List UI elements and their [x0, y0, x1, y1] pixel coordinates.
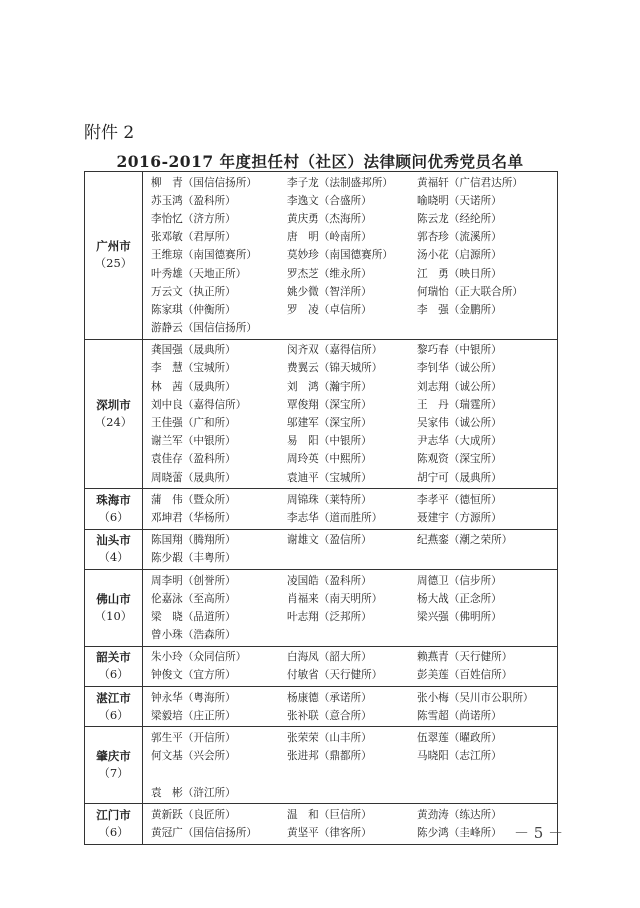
city-cell — [85, 687, 143, 727]
member-entry: 易 阳（中银所） — [287, 435, 372, 448]
member-entry: 江 勇（映日所） — [417, 267, 502, 280]
city-cell — [85, 804, 143, 844]
member-entry: 王维琼（南国德赛所） — [151, 249, 257, 262]
member-entry: 周德卫（信步所） — [417, 574, 502, 587]
city-count: （7） — [98, 766, 129, 781]
member-entry: 喻晓明（天诺所） — [417, 194, 502, 207]
city-name: 广州市 — [96, 239, 131, 254]
member-entry: 王佳强（广和所） — [151, 417, 236, 430]
name-row — [151, 341, 557, 359]
name-row — [151, 377, 557, 395]
member-entry: 叶秀雄（天地正所） — [151, 267, 247, 280]
member-entry: 苏玉鸿（盈科所） — [151, 194, 236, 207]
name-row — [151, 173, 557, 191]
name-row — [151, 805, 557, 823]
member-entry: 彭美莲（百姓信所） — [417, 669, 513, 682]
member-entry: 曾小珠（浩森所） — [151, 629, 236, 642]
city-group-row — [85, 646, 558, 686]
city-name: 珠海市 — [96, 492, 131, 507]
member-entry: 杨大战（正念所） — [417, 592, 502, 605]
member-entry: 莫妙珍（南国德赛所） — [287, 249, 393, 262]
member-entry: 梁 晓（品道所） — [151, 610, 236, 623]
member-entry: 付敏省（天行健所） — [287, 669, 383, 682]
member-entry: 吴家伟（诚公所） — [417, 417, 502, 430]
member-entry: 林 茜（晟典所） — [151, 380, 236, 393]
member-entry: 赖燕青（天行健所） — [417, 651, 513, 664]
member-entry: 闵齐双（嘉得信所） — [287, 344, 383, 357]
city-cell — [85, 646, 143, 686]
city-name: 湛江市 — [96, 690, 131, 705]
member-entry: 游静云（国信信扬所） — [151, 322, 257, 335]
names-cell — [143, 727, 558, 804]
member-entry: 梁兴强（佛明所） — [417, 610, 502, 623]
name-row — [151, 319, 557, 337]
names-cell — [143, 339, 558, 489]
member-entry: 李孝平（德恒所） — [417, 493, 502, 506]
name-row — [151, 747, 557, 765]
member-entry: 纪燕銮（潮之荣所） — [417, 534, 513, 547]
member-entry: 罗杰芝（维永所） — [287, 267, 372, 280]
name-row — [151, 191, 557, 209]
city-cell — [85, 339, 143, 489]
city-name: 深圳市 — [96, 397, 131, 412]
member-entry: 张荣荣（山丰所） — [287, 732, 372, 745]
member-entry: 马晓阳（志江所） — [417, 750, 502, 763]
city-name: 韶关市 — [96, 650, 131, 665]
member-entry: 梁毅培（庄正所） — [151, 709, 236, 722]
member-entry: 汤小花（启源所） — [417, 249, 502, 262]
member-entry: 黄坚平（律客所） — [287, 826, 372, 839]
member-entry: 袁佳存（盈科所） — [151, 453, 236, 466]
city-group-row — [85, 727, 558, 804]
member-entry: 李逸文（合盛所） — [287, 194, 372, 207]
member-entry: 伍翠莲（曜政所） — [417, 732, 502, 745]
member-entry: 张补联（意合所） — [287, 709, 372, 722]
member-entry: 温 和（巨信所） — [287, 808, 372, 821]
name-row — [151, 589, 557, 607]
names-cell — [143, 804, 558, 844]
name-row — [151, 468, 557, 486]
city-name: 肇庆市 — [96, 749, 131, 764]
name-row — [151, 300, 557, 318]
member-entry: 何文基（兴会所） — [151, 750, 236, 763]
member-entry: 张小梅（吴川市公职所） — [417, 691, 534, 704]
member-entry: 何瑞怡（正大联合所） — [417, 285, 523, 298]
member-entry: 陈国翔（腾翔所） — [151, 534, 236, 547]
member-entry: 黄庆勇（杰海所） — [287, 212, 372, 225]
member-entry: 钟俊文（宜方所） — [151, 669, 236, 682]
member-entry: 周玲英（中熙所） — [287, 453, 372, 466]
city-name: 江门市 — [96, 807, 131, 822]
name-row — [151, 490, 557, 508]
name-row — [151, 228, 557, 246]
page-number: － 5 － — [514, 824, 564, 842]
roster-table — [84, 171, 558, 845]
member-entry: 覃俊翔（深宝所） — [287, 398, 372, 411]
city-count: （6） — [98, 707, 129, 722]
member-entry: 聂建宇（方源所） — [417, 511, 502, 524]
name-row — [151, 688, 557, 706]
member-entry: 尹志华（大成所） — [417, 435, 502, 448]
member-entry: 朱小玲（众同信所） — [151, 651, 247, 664]
member-entry: 肖福来（南天明所） — [287, 592, 383, 605]
city-group-row — [85, 489, 558, 529]
name-row — [151, 549, 557, 567]
city-group-row — [85, 687, 558, 727]
names-cell — [143, 646, 558, 686]
name-row — [151, 648, 557, 666]
member-entry: 姚少微（智洋所） — [287, 285, 372, 298]
member-entry: 李怡忆（济方所） — [151, 212, 236, 225]
member-entry: 郭生平（开信所） — [151, 732, 236, 745]
name-row — [151, 783, 557, 801]
city-cell — [85, 489, 143, 529]
name-row — [151, 282, 557, 300]
member-entry: 谢雄文（盈信所） — [287, 534, 372, 547]
member-entry: 黄福轩（广信君达所） — [417, 176, 523, 189]
member-entry: 杨康德（承诺所） — [287, 691, 372, 704]
member-entry: 龚国强（晟典所） — [151, 344, 236, 357]
member-entry: 袁迪平（宝城所） — [287, 471, 372, 484]
name-row — [151, 246, 557, 264]
member-entry: 谢兰军（中银所） — [151, 435, 236, 448]
city-group-row — [85, 339, 558, 489]
name-row — [151, 765, 557, 783]
names-cell — [143, 529, 558, 569]
member-entry: 李钊华（诚公所） — [417, 362, 502, 375]
name-row — [151, 706, 557, 724]
member-entry: 胡宁可（晟典所） — [417, 471, 502, 484]
member-entry: 邓坤君（华杨所） — [151, 511, 236, 524]
city-cell — [85, 727, 143, 804]
member-entry: 李 强（金鹏所） — [417, 303, 502, 316]
name-row — [151, 432, 557, 450]
city-group-row — [85, 529, 558, 569]
member-entry: 黎巧春（中银所） — [417, 344, 502, 357]
member-entry: 邬建军（深宝所） — [287, 417, 372, 430]
member-entry: 叶志翔（泛邦所） — [287, 610, 372, 623]
city-count: （6） — [98, 509, 129, 524]
name-row — [151, 823, 557, 841]
name-row — [151, 626, 557, 644]
member-entry: 李志华（道而胜所） — [287, 511, 383, 524]
member-entry: 王 丹（瑞霆所） — [417, 398, 502, 411]
name-row — [151, 508, 557, 526]
member-entry: 唐 明（岭南所） — [287, 231, 372, 244]
member-entry: 黄劲涛（练达所） — [417, 808, 502, 821]
city-count: （10） — [94, 608, 133, 623]
member-entry: 费翼云（锦天城所） — [287, 362, 383, 375]
member-entry: 黄新跃（良匠所） — [151, 808, 236, 821]
member-entry: 刘志翔（诚公所） — [417, 380, 502, 393]
name-row — [151, 571, 557, 589]
city-group-row — [85, 172, 558, 340]
member-entry: 罗 凌（卓信所） — [287, 303, 372, 316]
city-group-row — [85, 804, 558, 844]
names-cell — [143, 172, 558, 340]
name-row — [151, 666, 557, 684]
member-entry: 陈观资（深宝所） — [417, 453, 502, 466]
name-row — [151, 607, 557, 625]
member-entry: 郭杏珍（流溪所） — [417, 231, 502, 244]
city-count: （6） — [98, 824, 129, 839]
name-row — [151, 395, 557, 413]
name-row — [151, 413, 557, 431]
names-cell — [143, 687, 558, 727]
member-entry: 钟永华（粤海所） — [151, 691, 236, 704]
member-entry: 陈云龙（经纶所） — [417, 212, 502, 225]
name-row — [151, 359, 557, 377]
names-cell — [143, 489, 558, 529]
city-group-row — [85, 569, 558, 646]
member-entry: 白海凤（韶大所） — [287, 651, 372, 664]
name-row — [151, 531, 557, 549]
city-cell — [85, 569, 143, 646]
member-entry: 伦嘉泳（至高所） — [151, 592, 236, 605]
city-cell — [85, 172, 143, 340]
member-entry: 袁 彬（浒江所） — [151, 786, 236, 799]
member-entry: 李子龙（法制盛邦所） — [287, 176, 393, 189]
member-entry: 黄冠广（国信信扬所） — [151, 826, 257, 839]
city-name: 佛山市 — [96, 591, 131, 606]
name-row — [151, 264, 557, 282]
member-entry: 蒲 伟（暨众所） — [151, 493, 236, 506]
member-entry: 陈雪超（尚诺所） — [417, 709, 502, 722]
city-count: （6） — [98, 667, 129, 682]
city-count: （25） — [94, 256, 133, 271]
member-entry: 刘 鸿（瀚宇所） — [287, 380, 372, 393]
member-entry: 柳 青（国信信扬所） — [151, 176, 257, 189]
city-name: 汕头市 — [96, 533, 131, 548]
names-cell — [143, 569, 558, 646]
member-entry: 周锦珠（莱特所） — [287, 493, 372, 506]
member-entry: 张邓敏（君厚所） — [151, 231, 236, 244]
name-row — [151, 450, 557, 468]
name-row — [151, 209, 557, 227]
city-cell — [85, 529, 143, 569]
member-entry: 陈家琪（仲衡所） — [151, 303, 236, 316]
member-entry: 刘中良（嘉得信所） — [151, 398, 247, 411]
member-entry: 凌国皓（盈科所） — [287, 574, 372, 587]
attachment-label: 附件 2 — [84, 123, 135, 143]
city-count: （4） — [98, 550, 129, 565]
member-entry: 张进邦（鼎都所） — [287, 750, 372, 763]
member-entry: 周李明（创誉所） — [151, 574, 236, 587]
member-entry: 李 慧（宝城所） — [151, 362, 236, 375]
name-row — [151, 728, 557, 746]
member-entry: 周晓蕾（晟典所） — [151, 471, 236, 484]
member-entry: 陈少鸿（圭峰所） — [417, 826, 502, 839]
document-title: 2016-2017 年度担任村（社区）法律顾问优秀党员名单 — [116, 152, 524, 171]
member-entry: 陈少嘏（丰粤所） — [151, 552, 236, 565]
city-count: （24） — [94, 414, 133, 429]
member-entry: 万云文（执正所） — [151, 285, 236, 298]
